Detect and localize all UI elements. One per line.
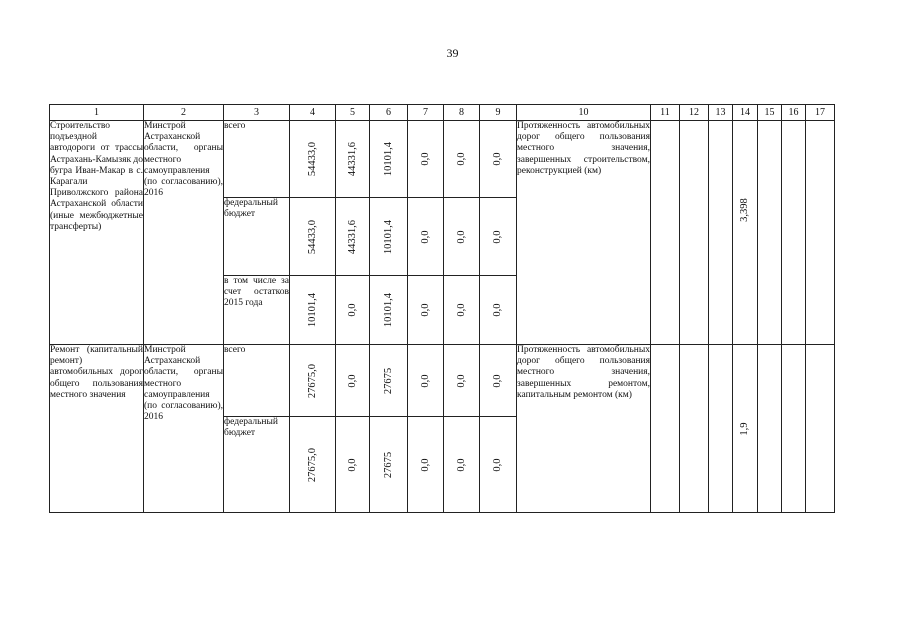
empty-cell — [806, 345, 835, 513]
value-cell — [290, 417, 336, 513]
empty-cell — [680, 121, 709, 345]
value-text: 0,0 — [491, 373, 503, 388]
value-text: 27675,0 — [306, 447, 318, 482]
indicator-cell: Протяженность автомобильных дорог общего пользования местного значения, завершенных ремонтом, капитальным ремонтом (км) — [517, 345, 651, 513]
header-cell: 1 — [50, 105, 144, 121]
value-text: 27675,0 — [306, 363, 318, 398]
source-cell: федеральный бюджет — [224, 198, 290, 276]
value-cell — [290, 121, 336, 198]
value-cell — [370, 276, 408, 345]
empty-cell — [651, 345, 680, 513]
header-cell: 2 — [144, 105, 224, 121]
value-cell — [733, 121, 758, 345]
value-cell — [444, 121, 480, 198]
value-text: 10101,4 — [382, 292, 394, 328]
header-row — [50, 105, 835, 121]
value-text: 0,0 — [455, 457, 467, 472]
empty-cell — [709, 121, 733, 345]
empty-cell — [709, 345, 733, 513]
page-number: 39 — [446, 46, 459, 60]
source-cell: федеральный бюджет — [224, 417, 290, 513]
empty-cell — [758, 345, 782, 513]
value-text: 54433,0 — [306, 141, 318, 177]
value-text: 10101,4 — [306, 292, 318, 328]
value-cell — [444, 345, 480, 417]
activity-cell: Строительство подъездной автодороги от трассы Астрахань-Камызяк до бугра Иван-Макар в с. Карагали Приволжского района Астраханской области (иные межбюджетные трансферты) — [50, 121, 144, 345]
value-text: 0,0 — [455, 303, 467, 317]
value-text: 0,0 — [491, 229, 503, 244]
header-cell: 8 — [444, 105, 480, 121]
value-cell — [480, 276, 517, 345]
value-text: 3,398 — [738, 198, 750, 222]
value-text: 0,0 — [419, 229, 431, 244]
header-cell: 3 — [224, 105, 290, 121]
value-text: 0,0 — [419, 152, 431, 166]
empty-cell — [758, 121, 782, 345]
indicator-cell: Протяженность автомобильных дорог общего пользования местного значения, завершенных строительством, реконструкцией (км) — [517, 121, 651, 345]
value-cell — [733, 345, 758, 513]
value-text: 0,0 — [419, 373, 431, 388]
value-cell — [290, 276, 336, 345]
value-text: 0,0 — [419, 303, 431, 317]
value-cell — [444, 417, 480, 513]
value-text: 27675 — [382, 367, 394, 394]
header-cell: 11 — [651, 105, 680, 121]
header-cell: 17 — [806, 105, 835, 121]
value-cell — [480, 417, 517, 513]
value-text: 0,0 — [491, 152, 503, 166]
header-cell: 9 — [480, 105, 517, 121]
value-text: 44331,6 — [346, 219, 358, 254]
value-text: 0,0 — [455, 152, 467, 166]
value-cell — [480, 198, 517, 276]
value-cell — [408, 417, 444, 513]
empty-cell — [806, 121, 835, 345]
header-cell: 10 — [517, 105, 651, 121]
value-cell — [408, 345, 444, 417]
value-cell — [336, 198, 370, 276]
program-table — [49, 104, 835, 513]
value-cell — [336, 345, 370, 417]
empty-cell — [680, 345, 709, 513]
value-cell — [408, 121, 444, 198]
header-cell: 16 — [782, 105, 806, 121]
value-cell — [290, 345, 336, 417]
value-cell — [336, 121, 370, 198]
value-cell — [336, 276, 370, 345]
value-cell — [408, 276, 444, 345]
value-text: 0,0 — [455, 229, 467, 244]
value-text: 0,0 — [455, 373, 467, 388]
header-cell: 13 — [709, 105, 733, 121]
header-cell: 12 — [680, 105, 709, 121]
value-text: 10101,4 — [382, 141, 394, 177]
empty-cell — [782, 345, 806, 513]
value-text: 54433,0 — [306, 219, 318, 254]
value-text: 1,9 — [738, 421, 750, 436]
empty-cell — [782, 121, 806, 345]
value-text: 10101,4 — [382, 219, 394, 254]
value-cell — [480, 121, 517, 198]
value-cell — [370, 345, 408, 417]
header-cell: 7 — [408, 105, 444, 121]
value-text: 0,0 — [491, 457, 503, 472]
executor-cell: Минстрой Астраханской области, органы местного самоуправления (по согласованию), 2016 — [144, 121, 224, 345]
value-text: 44331,6 — [346, 141, 358, 177]
value-text: 0,0 — [346, 303, 358, 317]
value-cell — [336, 417, 370, 513]
activity-cell: Ремонт (капитальный ремонт) автомобильных дорог общего пользования местного значения — [50, 345, 144, 513]
value-text: 0,0 — [419, 457, 431, 472]
value-cell — [370, 121, 408, 198]
value-cell — [480, 345, 517, 417]
table-row — [50, 121, 835, 198]
header-cell: 14 — [733, 105, 758, 121]
value-text: 0,0 — [346, 373, 358, 388]
value-cell — [408, 198, 444, 276]
header-cell: 6 — [370, 105, 408, 121]
header-cell: 5 — [336, 105, 370, 121]
header-cell: 4 — [290, 105, 336, 121]
value-cell — [370, 198, 408, 276]
value-text: 0,0 — [346, 457, 358, 472]
executor-cell: Минстрой Астраханской области, органы местного самоуправления (по согласованию), 2016 — [144, 345, 224, 513]
value-cell — [444, 198, 480, 276]
value-cell — [444, 276, 480, 345]
value-cell — [290, 198, 336, 276]
value-text: 27675 — [382, 451, 394, 478]
value-text: 0,0 — [491, 303, 503, 317]
source-cell: в том числе за счет остатков 2015 года — [224, 276, 290, 345]
table-row — [50, 345, 835, 417]
source-cell: всего — [224, 121, 290, 198]
value-cell — [370, 417, 408, 513]
header-cell: 15 — [758, 105, 782, 121]
source-cell: всего — [224, 345, 290, 417]
empty-cell — [651, 121, 680, 345]
